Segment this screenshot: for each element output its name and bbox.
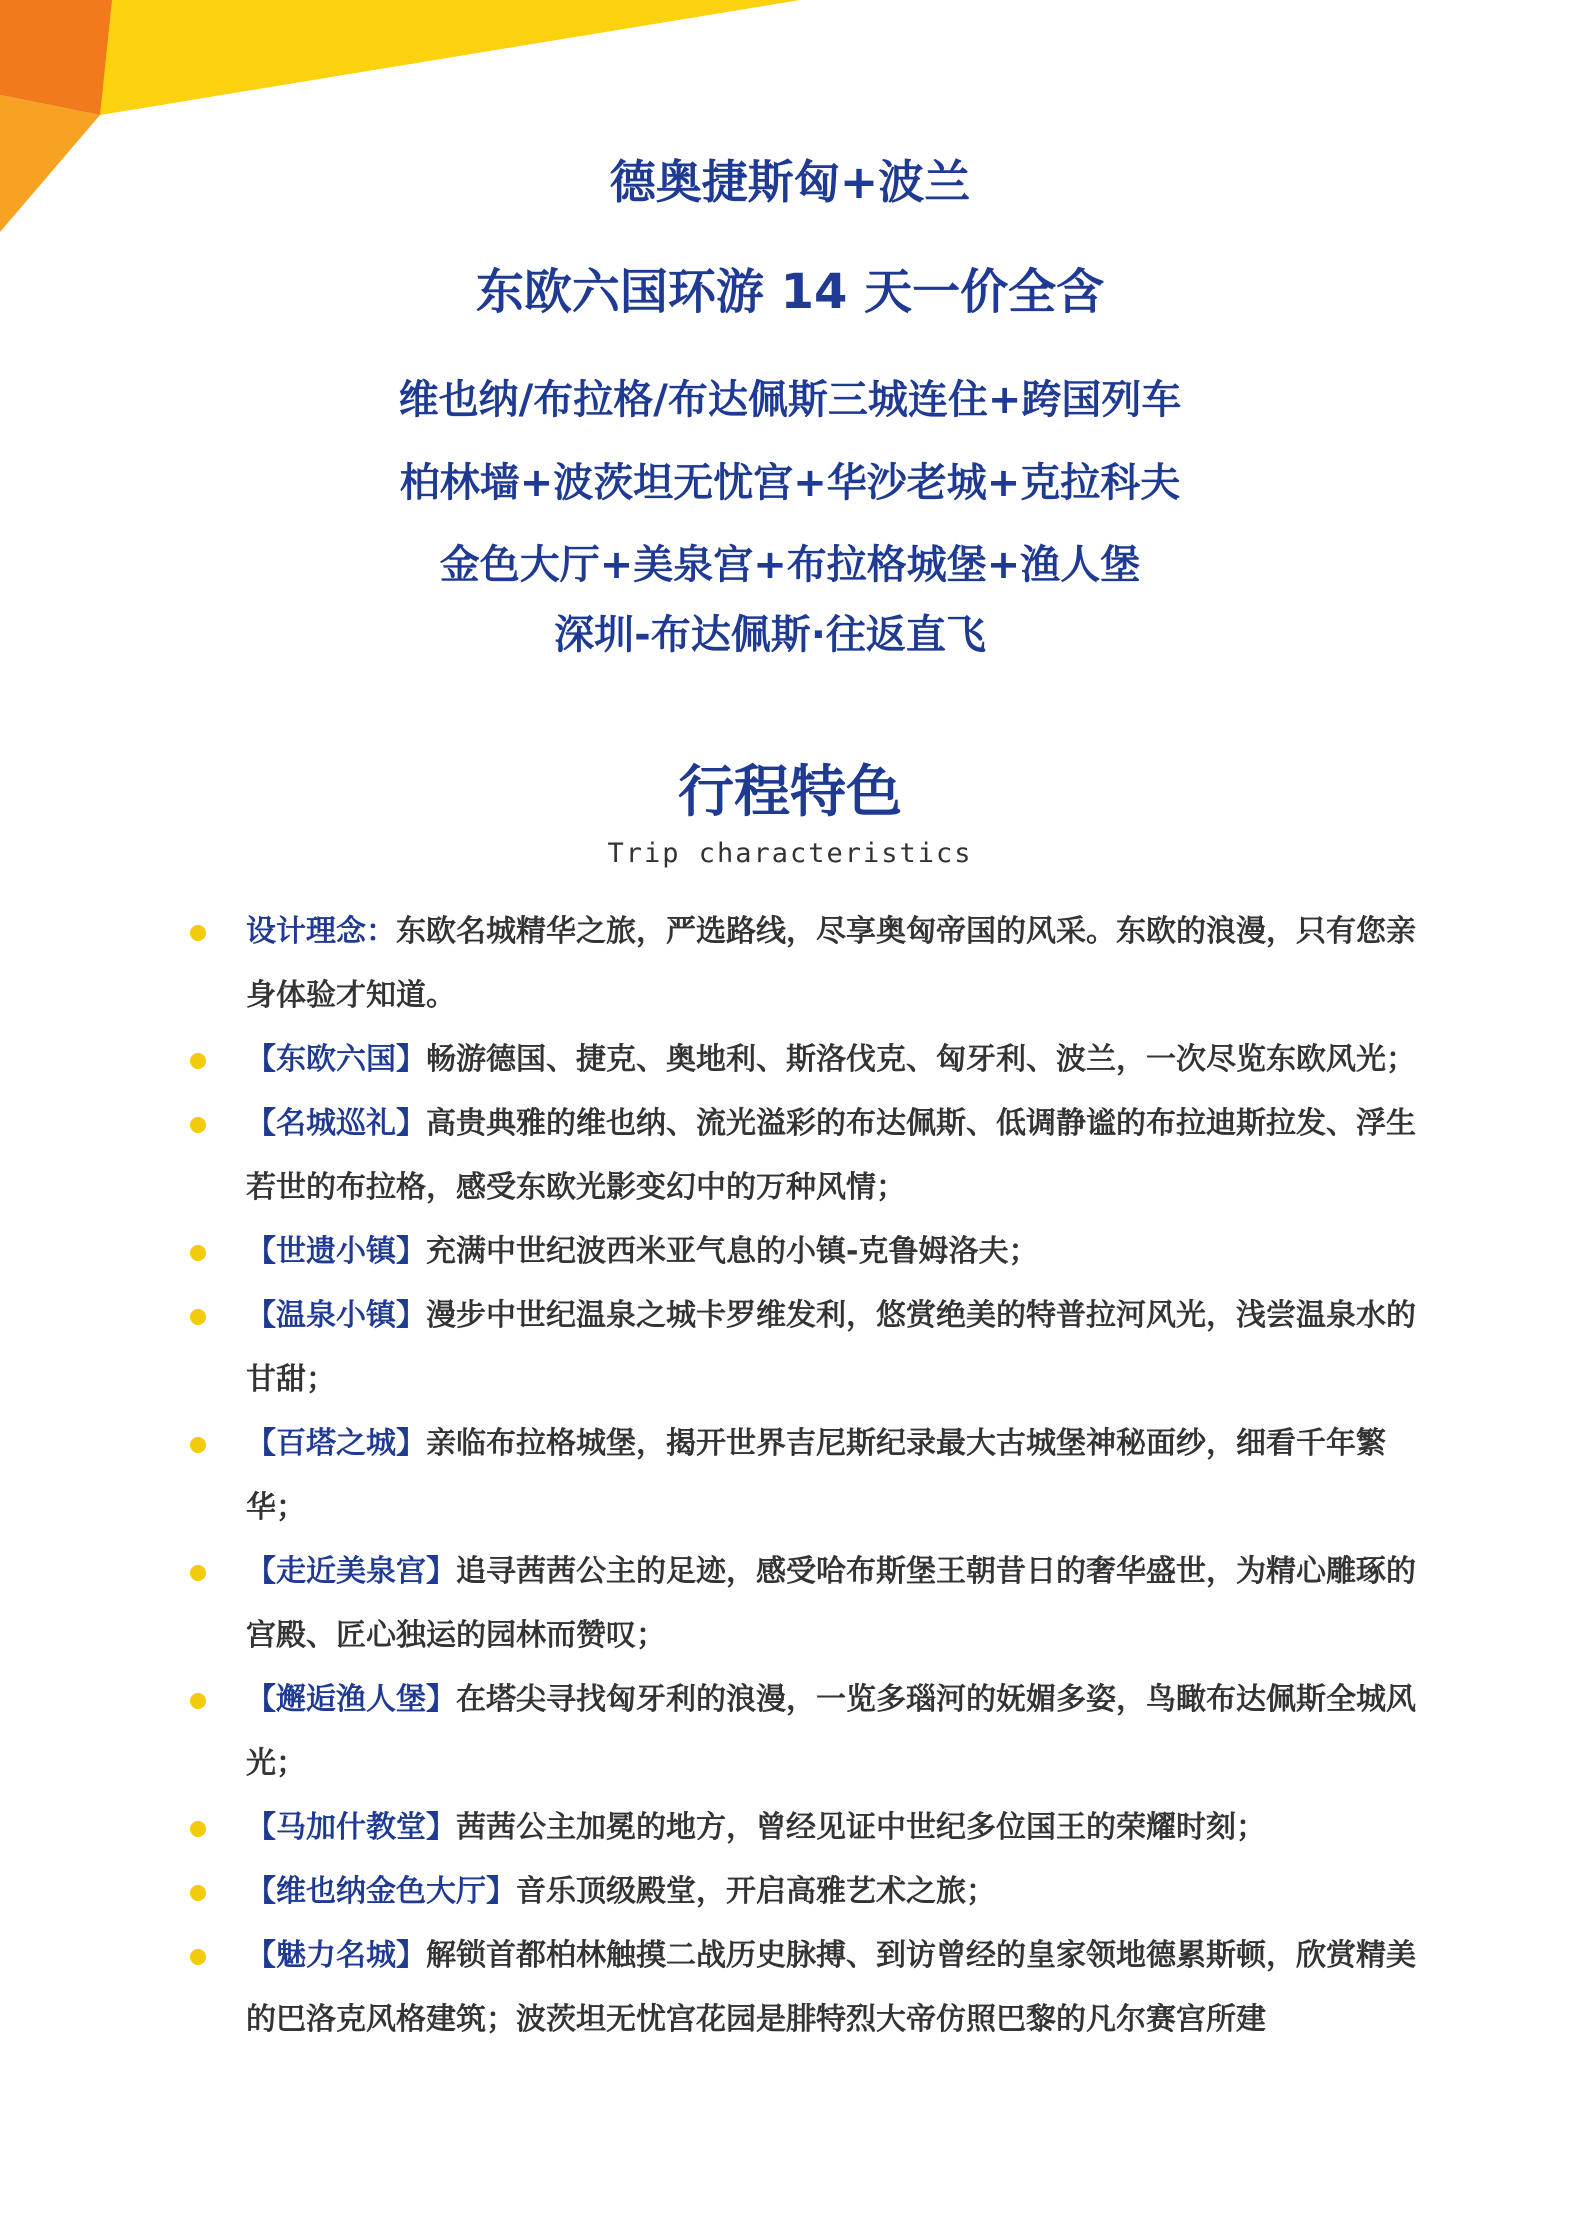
- feature-item: [190, 1220, 1420, 1284]
- feature-text: 在塔尖寻找匈牙利的浪漫，一览多瑙河的妩媚多姿，鸟瞰布达佩斯全城风光；: [246, 1682, 1416, 1781]
- feature-item: [190, 1412, 1420, 1540]
- tour-title-line2: 东欧六国环游 14 天一价全含: [475, 264, 1105, 320]
- bullet-dot: [190, 1949, 206, 1965]
- bullet-dot: [190, 1565, 206, 1581]
- feature-label: 【马加什教堂】: [246, 1810, 456, 1845]
- feature-text: 追寻茜茜公主的足迹，感受哈布斯堡王朝昔日的奢华盛世，为精心雕琢的宫殿、匠心独运的园林而赞叹；: [246, 1554, 1416, 1653]
- feature-label: 【东欧六国】: [246, 1042, 426, 1077]
- bullet-dot: [190, 1245, 206, 1261]
- tour-title-line1: 德奥捷斯匈+波兰: [609, 155, 971, 209]
- feature-label: 【温泉小镇】: [246, 1298, 426, 1333]
- bullet-dot: [190, 1117, 206, 1133]
- feature-label: 设计理念：: [246, 914, 396, 949]
- highlight-line-3: 金色大厅+美泉宫+布拉格城堡+渔人堡: [439, 542, 1141, 588]
- feature-text: 茜茜公主加冕的地方，曾经见证中世纪多位国王的荣耀时刻；: [456, 1810, 1266, 1845]
- feature-label: 【名城巡礼】: [246, 1106, 426, 1141]
- feature-text: 解锁首都柏林触摸二战历史脉搏、到访曾经的皇家领地德累斯顿，欣赏精美的巴洛克风格建筑；波茨坦无忧宫花园是腓特烈大帝仿照巴黎的凡尔赛宫所建: [246, 1938, 1416, 2037]
- bullet-dot: [190, 1309, 206, 1325]
- feature-item: [190, 1860, 1420, 1924]
- highlight-line-4: 深圳-布达佩斯·往返直飞: [554, 612, 986, 658]
- feature-label: 【百塔之城】: [246, 1426, 426, 1461]
- feature-item: [190, 1540, 1420, 1668]
- feature-text: 畅游德国、捷克、奥地利、斯洛伐克、匈牙利、波兰，一次尽览东欧风光；: [426, 1042, 1416, 1077]
- section-subtitle: Trip characteristics: [607, 838, 973, 869]
- highlight-line-1: 维也纳/布拉格/布达佩斯三城连住+跨国列车: [398, 377, 1182, 423]
- feature-text: 东欧名城精华之旅，严选路线，尽享奥匈帝国的风采。东欧的浪漫，只有您亲身体验才知道。: [246, 914, 1416, 1013]
- highlight-line-2: 柏林墙+波茨坦无忧宫+华沙老城+克拉科夫: [399, 460, 1181, 506]
- feature-label: 【邂逅渔人堡】: [246, 1682, 456, 1717]
- feature-item: [190, 1924, 1420, 2052]
- feature-item: [190, 1796, 1420, 1860]
- bullet-dot: [190, 1693, 206, 1709]
- bullet-dot: [190, 1437, 206, 1453]
- bullet-dot: [190, 1053, 206, 1069]
- feature-item: [190, 1092, 1420, 1220]
- bullet-dot: [190, 1821, 206, 1837]
- feature-item: [190, 900, 1420, 1028]
- feature-item: [190, 1668, 1420, 1796]
- feature-list: [190, 900, 1420, 2052]
- feature-text: 亲临布拉格城堡，揭开世界吉尼斯纪录最大古城堡神秘面纱，细看千年繁华；: [246, 1426, 1386, 1525]
- feature-text: 高贵典雅的维也纳、流光溢彩的布达佩斯、低调静谧的布拉迪斯拉发、浮生若世的布拉格，感受东欧光影变幻中的万种风情；: [246, 1106, 1416, 1205]
- feature-label: 【维也纳金色大厅】: [246, 1874, 516, 1909]
- feature-label: 【世遗小镇】: [246, 1234, 426, 1269]
- feature-text: 充满中世纪波西米亚气息的小镇-克鲁姆洛夫；: [426, 1234, 1039, 1269]
- feature-label: 【魅力名城】: [246, 1938, 426, 1973]
- bullet-dot: [190, 925, 206, 941]
- feature-item: [190, 1028, 1420, 1092]
- feature-text: 漫步中世纪温泉之城卡罗维发利，悠赏绝美的特普拉河风光，浅尝温泉水的甘甜；: [246, 1298, 1416, 1397]
- section-title: 行程特色: [678, 760, 902, 825]
- feature-text: 音乐顶级殿堂，开启高雅艺术之旅；: [516, 1874, 996, 1909]
- feature-label: 【走近美泉宫】: [246, 1554, 456, 1589]
- bullet-dot: [190, 1885, 206, 1901]
- feature-item: [190, 1284, 1420, 1412]
